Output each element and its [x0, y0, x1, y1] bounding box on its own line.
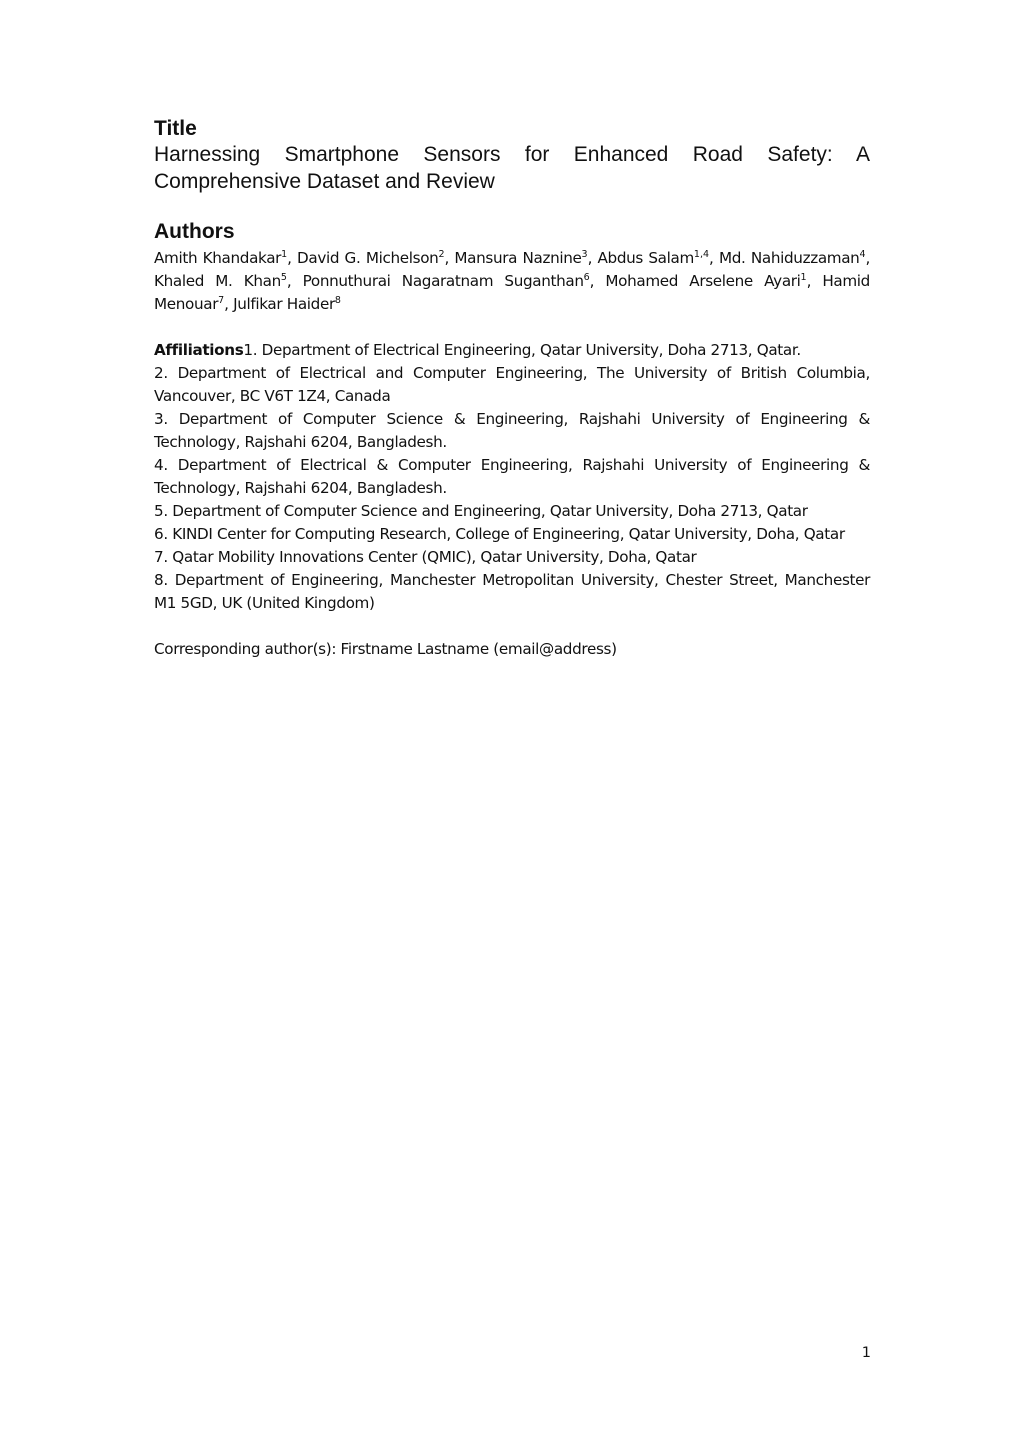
affiliation-text: 1. Department of Electrical Engineering, Qatar University, Doha 2713, Qatar.: [243, 341, 801, 359]
author-separator: ,: [444, 249, 455, 267]
affiliation-item: 6. KINDI Center for Computing Research, College of Engineering, Qatar University, Doha, Qatar: [154, 525, 845, 543]
affiliation-item: 2. Department of Electrical and Computer Engineering, The University of British Columbia, Vancouver, BC V6T 1Z4, Canada: [154, 364, 870, 405]
affiliations-block: [154, 339, 870, 615]
affiliation-item: 5. Department of Computer Science and Engineering, Qatar University, Doha 2713, Qatar: [154, 502, 808, 520]
author-name: Abdus Salam: [597, 249, 694, 267]
author-separator: ,: [806, 272, 823, 290]
author-affiliation-marker: 8: [334, 295, 341, 306]
author-affiliation-marker: 7: [218, 295, 225, 306]
author-affiliation-marker: 3: [581, 249, 588, 260]
author-name: Md. Nahiduzzaman: [718, 249, 860, 267]
title-heading: Title: [154, 117, 197, 140]
affiliations-label: Affiliations: [154, 341, 244, 359]
affiliation-item: 4. Department of Electrical & Computer Engineering, Rajshahi University of Engineering & Technology, Rajshahi 6204, Bangladesh.: [154, 456, 870, 497]
author-name: Khaled M. Khan: [154, 272, 281, 290]
author-name: Ponnuthurai Nagaratnam Suganthan: [302, 272, 584, 290]
affiliation-item: 7. Qatar Mobility Innovations Center (QMIC), Qatar University, Doha, Qatar: [154, 548, 697, 566]
author-name: Amith Khandakar: [154, 249, 282, 267]
affiliation-item: 8. Department of Engineering, Manchester Metropolitan University, Chester Street, Manchester M1 5GD, UK (United Kingdom): [154, 571, 870, 612]
author-name: Hamid Menouar: [154, 272, 870, 313]
author-name: Mansura Naznine: [454, 249, 582, 267]
author-separator: ,: [865, 249, 870, 267]
affiliation-item: 3. Department of Computer Science & Engineering, Rajshahi University of Engineering & Technology, Rajshahi 6204, Bangladesh.: [154, 410, 870, 451]
author-affiliation-marker: 1: [800, 272, 807, 283]
author-affiliation-marker: 1: [281, 249, 288, 260]
author-separator: ,: [287, 249, 298, 267]
paper-title: Harnessing Smartphone Sensors for Enhanced Road Safety: A Comprehensive Dataset and Review: [154, 143, 870, 193]
author-affiliation-marker: 5: [280, 272, 287, 283]
author-name: Julfikar Haider: [233, 295, 335, 313]
page-number: 1: [861, 1345, 871, 1361]
author-name: Mohamed Arselene Ayari: [605, 272, 801, 290]
author-separator: ,: [587, 249, 598, 267]
authors-list: [154, 247, 870, 316]
author-separator: ,: [224, 295, 234, 313]
author-separator: ,: [589, 272, 606, 290]
author-affiliation-marker: 4: [859, 249, 866, 260]
author-affiliation-marker: 1,4: [693, 249, 710, 260]
front-matter: [154, 116, 870, 676]
author-separator: ,: [286, 272, 303, 290]
author-separator: ,: [709, 249, 719, 267]
authors-heading: Authors: [154, 220, 235, 243]
author-affiliation-marker: 6: [583, 272, 590, 283]
author-name: David G. Michelson: [297, 249, 439, 267]
affiliation-item: [154, 339, 870, 362]
corresponding-author: Corresponding author(s): Firstname Lastname (email@address): [154, 640, 617, 658]
author-affiliation-marker: 2: [438, 249, 445, 260]
